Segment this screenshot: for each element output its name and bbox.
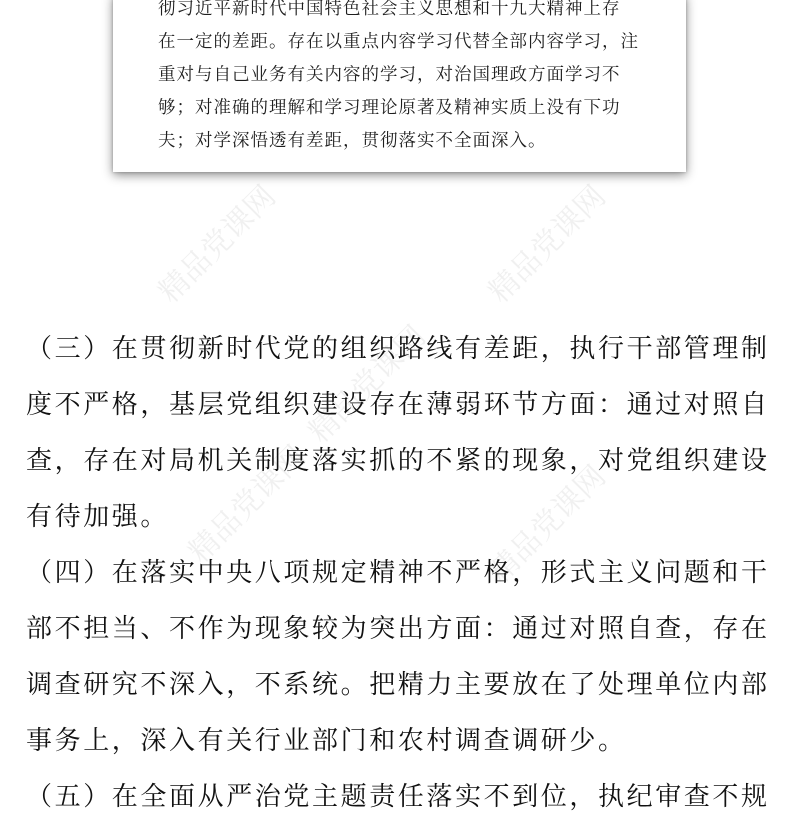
paragraph-line: 部不担当、不作为现象较为突出方面：通过对照自查，存在 [26, 614, 770, 644]
watermark: 精品党课网 [482, 179, 613, 310]
quoted-excerpt-card [113, 0, 686, 172]
excerpt-line-5: 夫；对学深悟透有差距，贯彻落实不全面深入。 [158, 131, 547, 151]
paragraph-line: 事务上，深入有关行业部门和农村调查调研少。 [26, 726, 627, 756]
watermark: 精品党课网 [302, 319, 433, 450]
excerpt-line-1: 彻习近平新时代中国特色社会主义思想和十九大精神上存 [158, 0, 621, 19]
watermark: 精品党课网 [482, 459, 613, 590]
paragraph-line: （四）在落实中央八项规定精神不严格，形式主义问题和干 [26, 558, 770, 588]
paragraph-line: 度不严格，基层党组织建设存在薄弱环节方面：通过对照自 [26, 390, 770, 420]
paragraph-line: 有待加强。 [26, 502, 170, 532]
paragraph-line: 查，存在对局机关制度落实抓的不紧的现象，对党组织建设 [26, 446, 770, 476]
excerpt-line-4: 够；对准确的理解和学习理论原著及精神实质上没有下功 [158, 98, 621, 118]
paragraph-line: （五）在全面从严治党主题责任落实不到位，执纪审查不规 [26, 782, 770, 812]
paragraph-line: 调查研究不深入，不系统。把精力主要放在了处理单位内部 [26, 670, 770, 700]
watermark: 精品党课网 [182, 439, 313, 570]
watermark: 精品党课网 [152, 179, 283, 310]
excerpt-line-2: 在一定的差距。存在以重点内容学习代替全部内容学习，注 [158, 32, 639, 52]
excerpt-line-3: 重对与自己业务有关内容的学习，对治国理政方面学习不 [158, 65, 621, 85]
paragraph-line: （三）在贯彻新时代党的组织路线有差距，执行干部管理制 [26, 334, 770, 364]
